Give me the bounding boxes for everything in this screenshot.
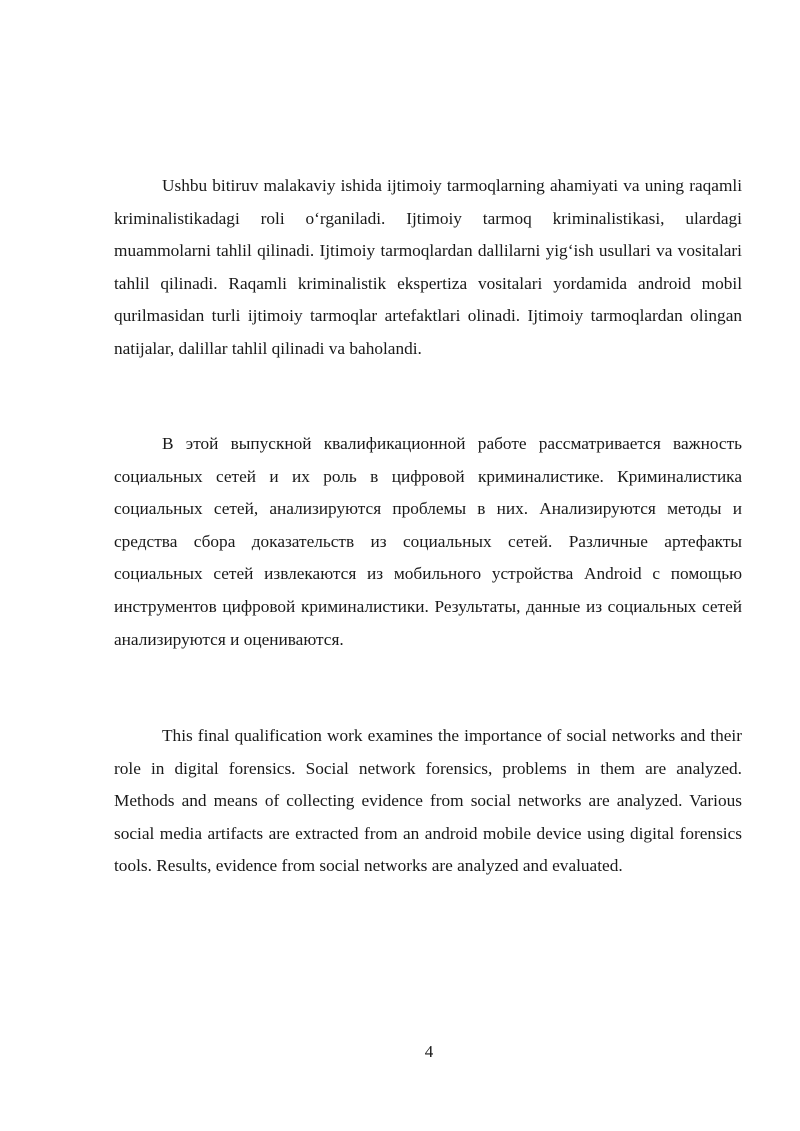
abstract-paragraph-english: This final qualification work examines the importance of social networks and their role in digital forensics. Social network forensics, problems in them are analyzed. Methods and means of collecting evidence from social networks are analyzed. Various social media artifacts are extracted from an android mobile device using digital forensics tools. Results, evidence from social networks are analyzed and evaluated. [114, 726, 742, 876]
page-number: 4 [424, 1042, 434, 1061]
abstract-paragraph-uzbek: Ushbu bitiruv malakaviy ishida ijtimoiy tarmoqlarning ahamiyati va uning raqamli kriminalistikadagi roli o‘rganiladi. Ijtimoiy tarmoq kriminalistikasi, ulardagi muammolarni tahlil qilinadi. Ijtimoiy tarmoqlardan dallilarni yig‘ish usullari va vositalari tahlil qilinadi. Raqamli kriminalistik ekspertiza vositalari yordamida android mobil qurilmasidan turli ijtimoiy tarmoqlar artefaktlari olinadi. Ijtimoiy tarmoqlardan olingan natijalar, dalillar tahlil qilinadi va baholandi. [114, 176, 742, 358]
abstract-paragraph-russian: В этой выпускной квалификационной работе рассматривается важность социальных сетей и их роль в цифровой криминалистике. Криминалистика социальных сетей, анализируются проблемы в них. Анализируются методы и средства сбора доказательств из социальных сетей. Различные артефакты социальных сетей извлекаются из мобильного устройства Android с помощью инструментов цифровой криминалистики. Результаты, данные из социальных сетей анализируются и оцениваются. [114, 434, 742, 649]
